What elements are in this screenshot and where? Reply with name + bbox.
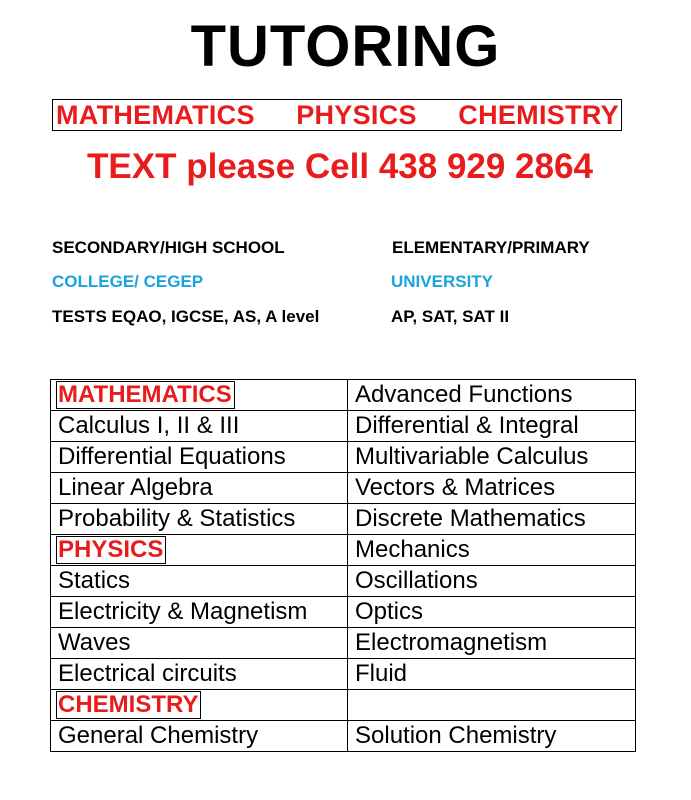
section-heading-chemistry: CHEMISTRY	[56, 691, 201, 719]
table-cell: Advanced Functions	[348, 380, 636, 411]
course-table	[50, 379, 636, 752]
page-title: TUTORING	[190, 14, 501, 79]
table-row	[51, 566, 636, 597]
table-row	[51, 597, 636, 628]
table-cell: Electrical circuits	[51, 659, 348, 690]
table-cell: Calculus I, II & III	[51, 411, 348, 442]
table-cell: Differential Equations	[51, 442, 348, 473]
table-cell: Electricity & Magnetism	[51, 597, 348, 628]
table-cell	[51, 535, 348, 566]
table-row	[51, 380, 636, 411]
table-cell: Vectors & Matrices	[348, 473, 636, 504]
table-cell: Optics	[348, 597, 636, 628]
table-cell: Differential & Integral	[348, 411, 636, 442]
table-row	[51, 535, 636, 566]
table-cell: Solution Chemistry	[348, 721, 636, 752]
level-secondary: SECONDARY/HIGH SCHOOL	[52, 238, 285, 257]
table-cell: General Chemistry	[51, 721, 348, 752]
table-cell: Waves	[51, 628, 348, 659]
table-cell: Electromagnetism	[348, 628, 636, 659]
table-cell	[51, 380, 348, 411]
table-row	[51, 659, 636, 690]
table-row	[51, 690, 636, 721]
table-cell: Discrete Mathematics	[348, 504, 636, 535]
table-cell: Probability & Statistics	[51, 504, 348, 535]
level-tests: TESTS EQAO, IGCSE, AS, A level	[52, 307, 320, 326]
table-cell: Multivariable Calculus	[348, 442, 636, 473]
table-cell	[348, 690, 636, 721]
subject-chemistry: CHEMISTRY	[458, 99, 619, 130]
contact-line: TEXT please Cell 438 929 2864	[87, 147, 593, 186]
level-elementary: ELEMENTARY/PRIMARY	[392, 238, 590, 257]
table-cell: Oscillations	[348, 566, 636, 597]
table-row	[51, 721, 636, 752]
table-row	[51, 628, 636, 659]
table-cell: Fluid	[348, 659, 636, 690]
table-row	[51, 411, 636, 442]
table-row	[51, 473, 636, 504]
level-ap-sat: AP, SAT, SAT II	[391, 307, 510, 326]
table-cell: Statics	[51, 566, 348, 597]
section-heading-physics: PHYSICS	[56, 536, 166, 564]
subject-physics: PHYSICS	[296, 99, 417, 130]
subject-mathematics: MATHEMATICS	[56, 99, 255, 130]
table-row	[51, 504, 636, 535]
table-row	[51, 442, 636, 473]
subjects-banner	[52, 99, 622, 131]
table-cell: Linear Algebra	[51, 473, 348, 504]
level-university: UNIVERSITY	[391, 272, 494, 291]
section-heading-mathematics: MATHEMATICS	[56, 381, 235, 409]
level-college: COLLEGE/ CEGEP	[52, 272, 204, 291]
table-cell	[51, 690, 348, 721]
table-cell: Mechanics	[348, 535, 636, 566]
